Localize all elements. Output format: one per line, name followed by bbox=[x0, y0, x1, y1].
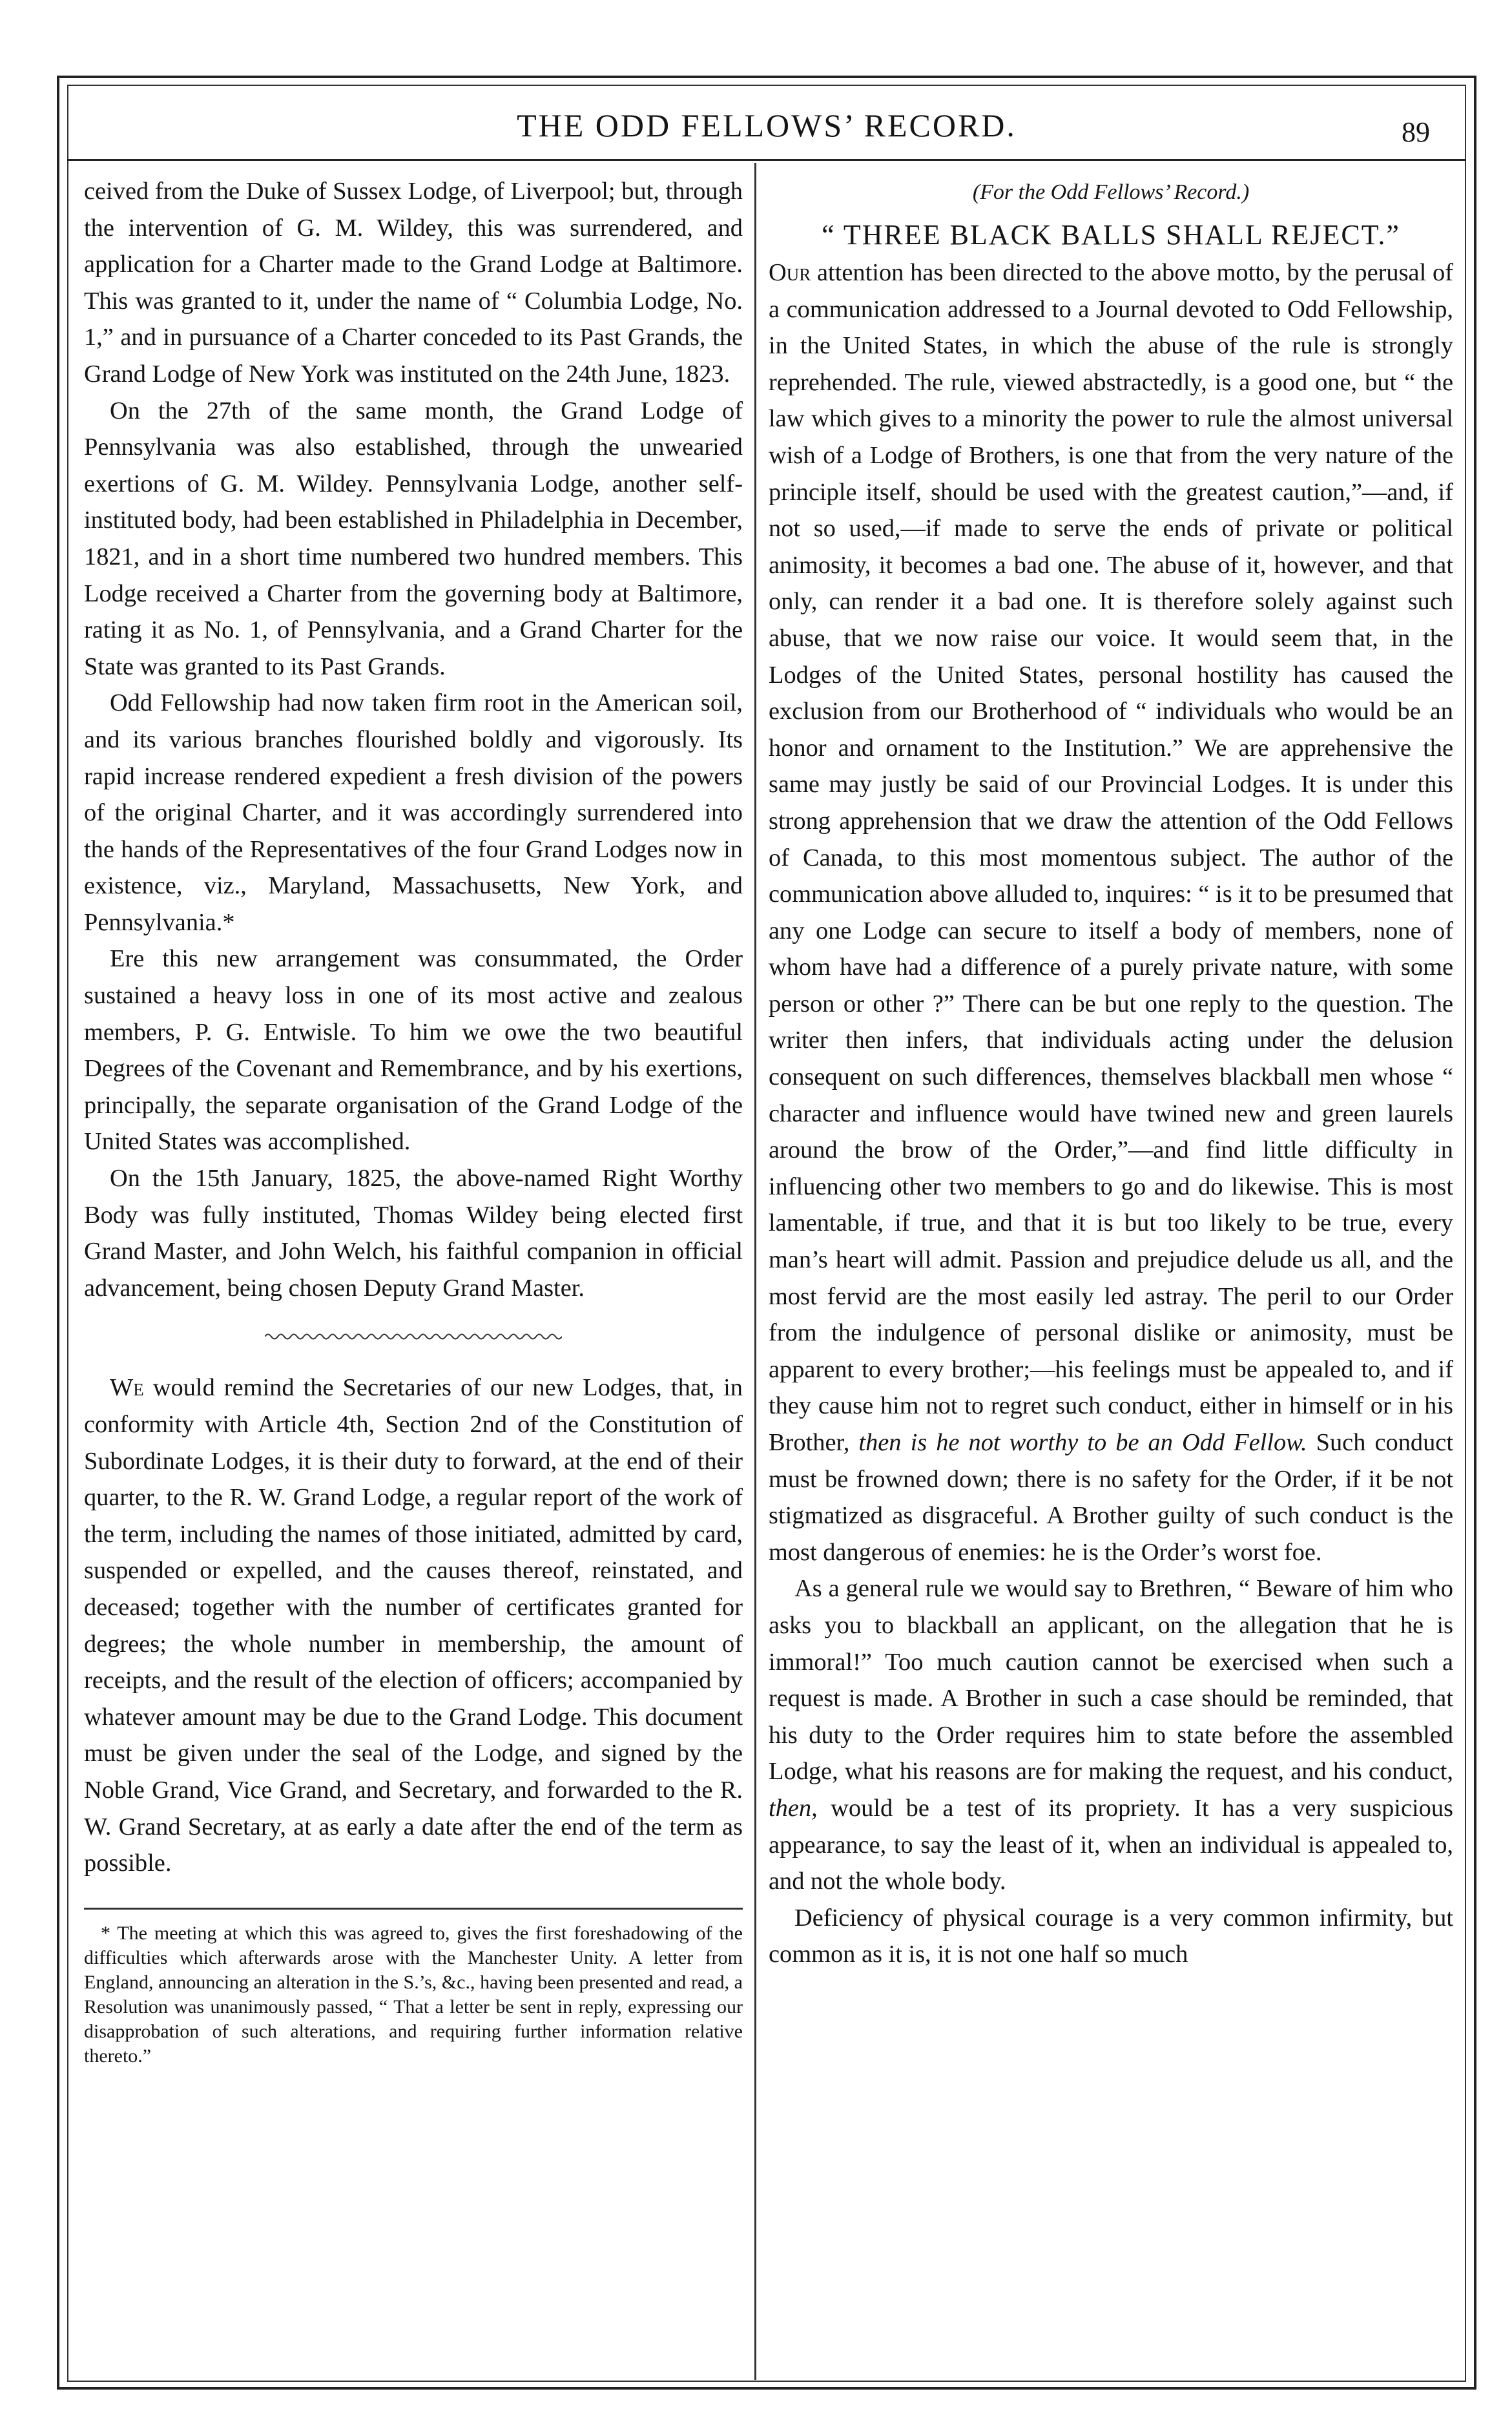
paragraph: Deficiency of physical courage is a very common infirmity, but common as it is, it is not one half so much bbox=[769, 1904, 1453, 1968]
paragraph: Odd Fellowship had now taken firm root in the American soil, and its various branches flourished boldly and vigorously. Its rapid increase rendered expedient a fresh division of the powers of the original Charter, and it was accordingly surrendered into the hands of the Representatives of the four Grand Lodges now in existence, viz., Maryland, Massachusetts, New York, and Pennsylvania.* bbox=[84, 689, 743, 936]
paragraph: Ere this new arrangement was consummated, the Order sustained a heavy loss in one of its most active and zealous members, P. G. Entwisle. To him we owe the two beautiful Degrees of the Covenant and Remembrance, and by his exertions, principally, the separate organisation of the Grand Lodge of the United States was accomplished. bbox=[84, 945, 743, 1156]
article-byline: (For the Odd Fellows’ Record.) bbox=[972, 180, 1250, 204]
paragraph: On the 15th January, 1825, the above-named Right Worthy Body was fully instituted, Thomas Wildey being elected first Grand Master, and John Welch, his faithful companion in official advancement, being chosen Deputy Grand Master. bbox=[84, 1165, 743, 1302]
footnote-rule bbox=[84, 1908, 743, 1910]
paragraph: As a general rule we would say to Brethren, “ Beware of him who asks you to blackball an applicant, on the allegation that he is immoral!” Too much caution cannot be exercised when such a request is made. A Brother in such a case should be reminded, that his duty to the Order requires him to state before the assembled Lodge, what his reasons are for making the request, and his conduct, then, would be a test of its propriety. It has a very suspicious appearance, to say the least of it, when an individual is appealed to, and not the whole body. bbox=[769, 1575, 1453, 1895]
left-column bbox=[84, 173, 743, 2069]
column-divider bbox=[754, 163, 756, 2380]
paragraph: ceived from the Duke of Sussex Lodge, of Liverpool; but, through the intervention of G. M. Wildey, this was surrendered, and application for a Charter made to the Grand Lodge at Baltimore. This was granted to it, under the name of “ Columbia Lodge, No. 1,” and in pursuance of a Charter conceded to its Past Grands, the Grand Lodge of New York was instituted on the 24th June, 1823. bbox=[84, 178, 743, 388]
right-column bbox=[769, 173, 1453, 1973]
drop-lead: Our bbox=[769, 259, 811, 286]
paragraph: On the 27th of the same month, the Grand Lodge of Pennsylvania was also established, through the unwearied exertions of G. M. Wildey. Pennsylvania Lodge, another self-instituted body, had been established in Philadelphia in December, 1821, and in a short time numbered two hundred members. This Lodge received a Charter from the governing body at Baltimore, rating it as No. 1, of Pennsylvania, and a Grand Charter for the State was granted to its Past Grands. bbox=[84, 397, 743, 680]
page-number: 89 bbox=[1402, 116, 1430, 148]
wavy-separator bbox=[265, 1332, 562, 1341]
running-header bbox=[67, 85, 1466, 161]
paragraph: Our attention has been directed to the above motto, by the perusal of a communication addressed to a Journal devoted to Odd Fellowship, in the United States, in which the abuse of the rule is strongly reprehended. The rule, viewed abstractedly, is a good one, but “ the law which gives to a minority the power to rule the almost universal wish of a Lodge of Brothers, is one that from the very nature of the principle itself, should be used with the greatest caution,”—and, if not so used,—if made to serve the ends of private or political animosity, it becomes a bad one. The abuse of it, however, and that only, can render it a bad one. It is therefore solely against such abuse, that we now raise our voice. It would seem that, in the Lodges of the United States, personal hostility has caused the exclusion from our Brotherhood of “ individuals who would be an honor and ornament to the Institution.” We are apprehensive the same may justly be said of our Provincial Lodges. It is under this strong apprehension that we draw the attention of the Odd Fellows of Canada, to this most momentous subject. The author of the communication above alluded to, inquires: “ is it to be presumed that any one Lodge can secure to itself a body of members, none of whom have had a difference of a purely private nature, with some person or other ?” There can be but one reply to the question. The writer then infers, that individuals acting under the delusion consequent on such differences, themselves blackball men whose “ character and influence would have twined new and green laurels around the brow of the Order,”—and find little difficulty in influencing other two members to go and do likewise. This is most lamentable, if true, and that it is but too likely to be true, every man’s heart will admit. Passion and prejudice delude us all, and the most fervid are the most easily led astray. The peril to our Order from the indulgence of personal dislike or animosity, must be apparent to every brother;—his feelings must be appealed to, and if they cause him not to regret such conduct, either in himself or in his Brother, then is he not worthy to be an Odd Fellow. Such conduct must be frowned down; there is no safety for the Order, if it be not stigmatized as disgraceful. A Brother guilty of such conduct is the most dangerous of enemies: he is the Order’s worst foe. bbox=[769, 259, 1453, 1566]
drop-lead: We bbox=[110, 1374, 144, 1402]
running-title: THE ODD FELLOWS’ RECORD. bbox=[517, 107, 1017, 143]
notice-paragraph: We would remind the Secretaries of our new Lodges, that, in conformity with Article 4th, Section 2nd of the Constitution of Subordinate Lodges, it is their duty to forward, at the end of their quarter, to the R. W. Grand Lodge, a regular report of the work of the term, including the names of those initiated, admitted by card, suspended or expelled, and the causes thereof, reinstated, and deceased; together with the number of certificates granted for degrees; the whole number in membership, the amount of receipts, and the result of the election of officers; accompanied by whatever amount may be due to the Grand Lodge. This document must be given under the seal of the Lodge, and signed by the Noble Grand, Vice Grand, and Secretary, and forwarded to the R. W. Grand Secretary, at as early a date after the end of the term as possible. bbox=[84, 1374, 743, 1877]
article-title: “ THREE BLACK BALLS SHALL REJECT.” bbox=[822, 219, 1400, 251]
footnote: * The meeting at which this was agreed to, gives the first foreshadowing of the difficulties which afterwards arose with the Manchester Unity. A letter from England, announcing an alteration in the S.’s, &c., having been presented and read, a Resolution was unanimously passed, “ That a letter be sent in reply, expressing our disapprobation of such alterations, and requiring further information relative thereto.” bbox=[84, 1922, 743, 2067]
